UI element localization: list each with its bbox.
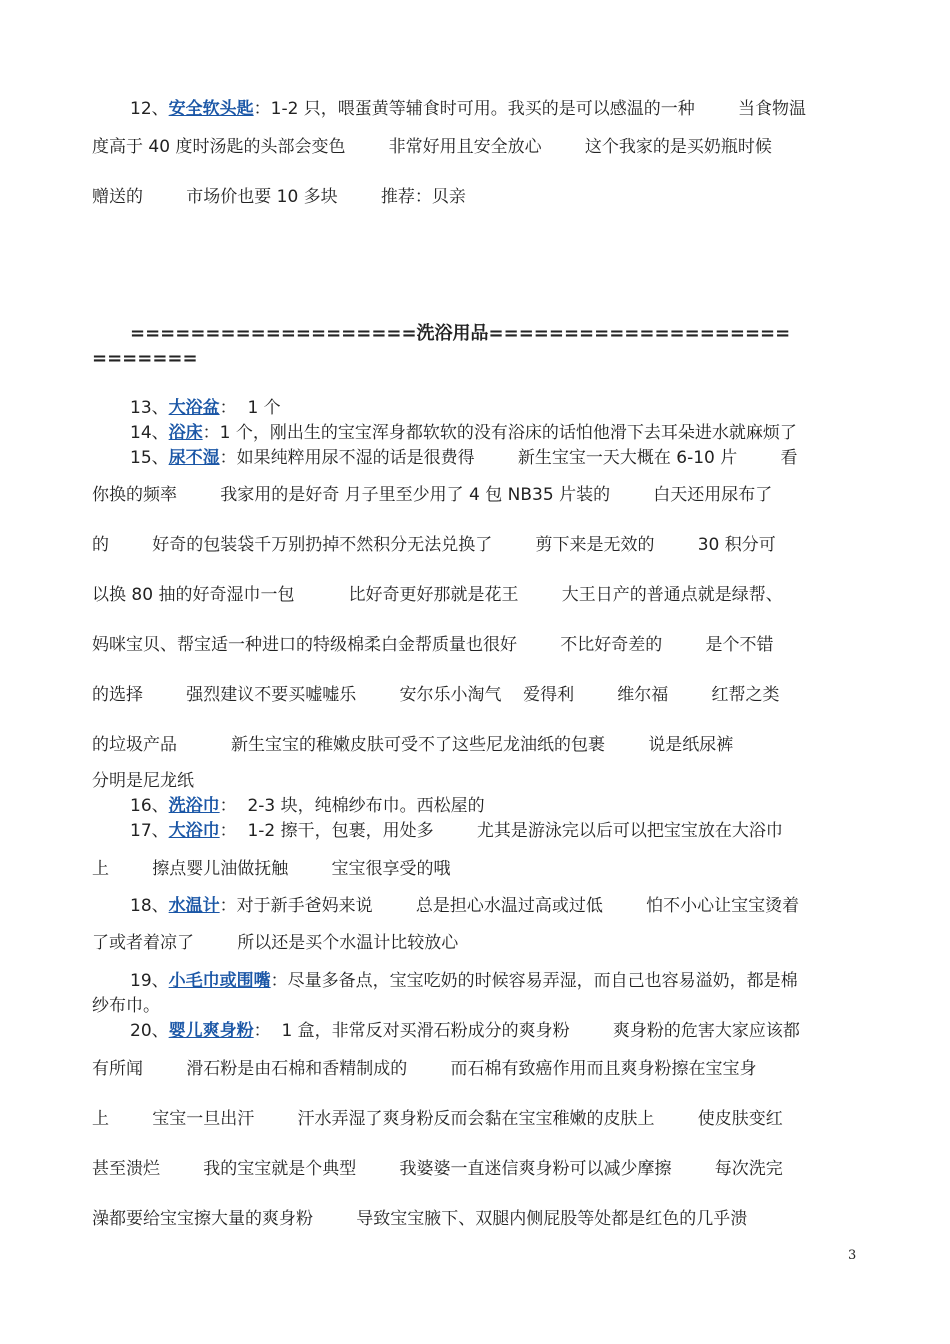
item-number: 17、 bbox=[130, 821, 169, 841]
page-number: 3 bbox=[848, 1248, 857, 1263]
item-20-line-2: 有所闻 滑石粉是由石棉和香精制成的 而石棉有致癌作用而且爽身粉擦在宝宝身 bbox=[92, 1059, 757, 1079]
item-15-line-7: 的垃圾产品 新生宝宝的稚嫩皮肤可受不了这些尼龙油纸的包裹 说是纸尿裤 bbox=[92, 735, 734, 755]
item-12-line-2: 度高于 40 度时汤匙的头部会变色 非常好用且安全放心 这个我家的是买奶瓶时候 bbox=[92, 137, 772, 157]
item-14-link[interactable]: 浴床 bbox=[168, 423, 203, 443]
item-number: 12、 bbox=[130, 99, 169, 119]
item-12-line-1 bbox=[130, 98, 806, 120]
item-14 bbox=[130, 422, 797, 444]
item-text: ：对于新手爸妈来说 总是担心水温过高或过低 怕不小心让宝宝烫着 bbox=[219, 896, 800, 916]
item-15-line-3: 的 好奇的包装袋千万别扔掉不然积分无法兑换了 剪下来是无效的 30 积分可 bbox=[92, 535, 776, 555]
item-number: 18、 bbox=[130, 896, 169, 916]
item-16 bbox=[130, 795, 485, 817]
item-18-line-1 bbox=[130, 895, 799, 917]
item-number: 19、 bbox=[130, 971, 169, 991]
item-15-line-5: 妈咪宝贝、帮宝适一种进口的特级棉柔白金帮质量也很好 不比好奇差的 是个不错 bbox=[92, 635, 774, 655]
item-20-line-1 bbox=[130, 1020, 800, 1042]
item-number: 16、 bbox=[130, 796, 169, 816]
item-15-link[interactable]: 尿不湿 bbox=[168, 448, 220, 468]
item-20-line-3: 上 宝宝一旦出汗 汗水弄湿了爽身粉反而会黏在宝宝稚嫩的皮肤上 使皮肤变红 bbox=[92, 1109, 783, 1129]
item-18-link[interactable]: 水温计 bbox=[168, 896, 220, 916]
item-15-line-8: 分明是尼龙纸 bbox=[92, 771, 194, 791]
item-number: 20、 bbox=[130, 1021, 169, 1041]
section-heading-continued: ======= bbox=[92, 348, 198, 369]
item-17-line-1 bbox=[130, 820, 783, 842]
item-12-line-3: 赠送的 市场价也要 10 多块 推荐：贝亲 bbox=[92, 187, 466, 207]
item-text: ： 2-3 块，纯棉纱布巾。西松屋的 bbox=[219, 796, 485, 816]
item-17-link[interactable]: 大浴巾 bbox=[168, 821, 220, 841]
item-text: ： 1 个 bbox=[219, 398, 281, 418]
item-20-line-4: 甚至溃烂 我的宝宝就是个典型 我婆婆一直迷信爽身粉可以减少摩擦 每次洗完 bbox=[92, 1159, 783, 1179]
item-18-line-2: 了或者着凉了 所以还是买个水温计比较放心 bbox=[92, 933, 459, 953]
item-15-line-4: 以换 80 抽的好奇湿巾一包 比好奇更好那就是花王 大王日产的普通点就是绿帮、 bbox=[92, 585, 783, 605]
item-15-line-1 bbox=[130, 447, 798, 469]
item-15-line-6: 的选择 强烈建议不要买嘘嘘乐 安尔乐小淘气 爱得利 维尔福 红帮之类 bbox=[92, 685, 780, 705]
item-20-link[interactable]: 婴儿爽身粉 bbox=[168, 1021, 254, 1041]
item-text: ： 1 盒，非常反对买滑石粉成分的爽身粉 爽身粉的危害大家应该都 bbox=[253, 1021, 800, 1041]
item-16-link[interactable]: 洗浴巾 bbox=[168, 796, 220, 816]
item-number: 13、 bbox=[130, 398, 169, 418]
item-text: ：尽量多备点，宝宝吃奶的时候容易弄湿，而自己也容易溢奶，都是棉 bbox=[270, 971, 798, 991]
item-13 bbox=[130, 397, 281, 419]
item-12-link[interactable]: 安全软头匙 bbox=[168, 99, 254, 119]
item-number: 14、 bbox=[130, 423, 169, 443]
item-text: ：1 个，刚出生的宝宝浑身都软软的没有浴床的话怕他滑下去耳朵进水就麻烦了 bbox=[202, 423, 797, 443]
item-15-line-2: 你换的频率 我家用的是好奇 月子里至少用了 4 包 NB35 片装的 白天还用尿布了 bbox=[92, 485, 773, 505]
item-19-line-2: 纱布巾。 bbox=[92, 996, 160, 1016]
item-text: ：如果纯粹用尿不湿的话是很费得 新生宝宝一天大概在 6-10 片 看 bbox=[219, 448, 798, 468]
section-heading: ===================洗浴用品==================== bbox=[130, 323, 791, 344]
item-13-link[interactable]: 大浴盆 bbox=[168, 398, 220, 418]
item-19-link[interactable]: 小毛巾或围嘴 bbox=[168, 971, 271, 991]
item-number: 15、 bbox=[130, 448, 169, 468]
item-text: ：1-2 只，喂蛋黄等辅食时可用。我买的是可以感温的一种 当食物温 bbox=[253, 99, 807, 119]
item-20-line-5: 澡都要给宝宝擦大量的爽身粉 导致宝宝腋下、双腿内侧屁股等处都是红色的几乎溃 bbox=[92, 1209, 748, 1229]
item-19-line-1 bbox=[130, 970, 798, 992]
item-17-line-2: 上 擦点婴儿油做抚触 宝宝很享受的哦 bbox=[92, 859, 451, 879]
item-text: ： 1-2 擦干，包裹，用处多 尤其是游泳完以后可以把宝宝放在大浴巾 bbox=[219, 821, 783, 841]
